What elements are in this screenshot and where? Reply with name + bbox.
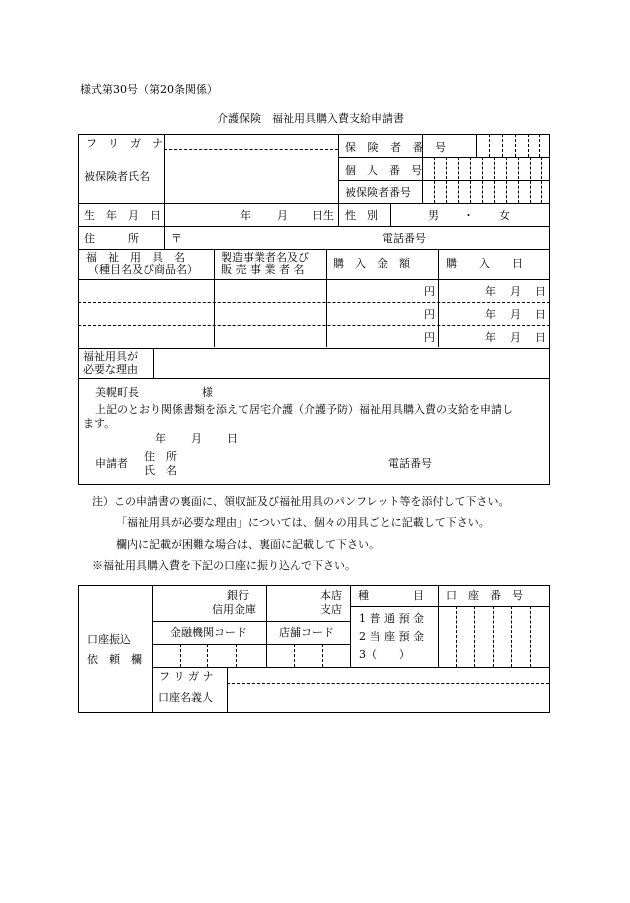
maker-header: 製造事業者名及び [221,251,309,264]
sex-separator: ・ [463,209,474,222]
bank-section-label-line2: 依 頼 欄 [87,653,142,666]
holder-furigana-label: フ リ ガ ナ [159,670,214,683]
item-name-subheader: （種目名及び商品名） [88,263,198,276]
form-number: 様式第30号（第20条関係） [80,83,218,96]
applicant-label: 申請者 [95,457,128,470]
addressee: 美幌町長 [95,386,139,399]
applicant-phone-label: 電話番号 [388,457,432,470]
account-type-label: 種 目 [358,589,424,602]
sex-label: 性 別 [345,209,378,222]
purchase-month-unit: 月 [510,331,521,344]
purchase-month-unit: 月 [510,308,521,321]
head-office-suffix: 本店 [320,589,342,602]
sex-option-female[interactable]: 女 [499,209,510,222]
insured-name-field[interactable] [165,150,337,202]
bank-code-label: 金融機関コード [170,626,247,639]
honorific: 様 [202,386,213,399]
purchase-year-unit: 年 [485,308,496,321]
credit-union-suffix: 信用金庫 [212,603,256,616]
insurer-number-label: 保 険 者 番 号 [345,141,450,154]
application-body: 上記のとおり関係書類を添えて居宅介護（介護予防）福祉用具購入費の支給を申請し [95,403,513,416]
purchase-year-unit: 年 [485,285,496,298]
yen-unit: 円 [424,331,435,344]
account-holder-label: 口座名義人 [158,691,213,704]
bank-suffix: 銀行 [227,589,249,602]
account-holder-field[interactable] [228,684,548,711]
yen-unit: 円 [424,285,435,298]
note-4: ※福祉用具購入費を下記の口座に振り込んで下さい。 [92,559,356,572]
reason-label: 福祉用具が [83,350,138,363]
insured-name-label: 被保険者氏名 [84,170,150,183]
purchase-year-unit: 年 [485,331,496,344]
sex-option-male[interactable]: 男 [428,209,439,222]
account-type-current[interactable]: 2 当 座 預 金 [359,630,424,643]
yen-unit: 円 [424,308,435,321]
birthdate-label: 生 年 月 日 [84,209,161,222]
note-2: 「福祉用具が必要な理由」については、個々の用具ごとに記載して下さい。 [116,516,490,529]
reason-field[interactable] [154,349,548,377]
purchase-day-unit: 日 [535,285,546,298]
birth-year-unit: 年 [240,209,251,222]
note-3: 欄内に記載が困難な場合は、裏面に記載して下さい。 [116,538,380,551]
apply-month-unit: 月 [191,432,202,445]
purchase-date-header: 購 入 日 [446,257,523,270]
purchase-day-unit: 日 [535,308,546,321]
furigana-label: フ リ ガ ナ [86,137,163,150]
personal-number-label: 個 人 番 号 [345,164,422,177]
branch-code-label: 店舗コード [279,626,334,639]
postal-mark: 〒 [171,232,182,245]
item-name-header: 福 祉 用 具 名 [86,251,185,264]
birth-day-unit: 日生 [312,209,334,222]
apply-day-unit: 日 [227,432,238,445]
bank-section-label: 口座振込 [87,633,131,646]
purchase-month-unit: 月 [510,285,521,298]
address-label: 住 所 [84,232,139,245]
reason-label-line2: 必要な理由 [83,363,138,376]
applicant-address-label: 住 所 [144,450,177,463]
purchase-day-unit: 日 [535,331,546,344]
account-type-other[interactable]: 3（ ） [359,648,410,661]
insured-number-label: 被保険者番号 [345,186,411,199]
applicant-name-label: 氏 名 [144,464,177,477]
apply-year-unit: 年 [155,432,166,445]
address-phone-label: 電話番号 [382,232,426,245]
account-type-ordinary[interactable]: 1 普 通 預 金 [359,612,424,625]
account-number-label: 口 座 番 号 [446,589,523,602]
amount-header: 購 入 金 額 [333,257,410,270]
branch-suffix: 支店 [320,603,342,616]
page-title: 介護保険 福祉用具購入費支給申請書 [217,112,404,125]
note-1: 注）この申請書の裏面に、領収証及び福祉用具のパンフレット等を添付して下さい。 [92,495,510,508]
seller-header: 販 売 事 業 者 名 [221,263,305,276]
birth-month-unit: 月 [277,209,288,222]
application-body-line2: ます。 [83,417,116,430]
